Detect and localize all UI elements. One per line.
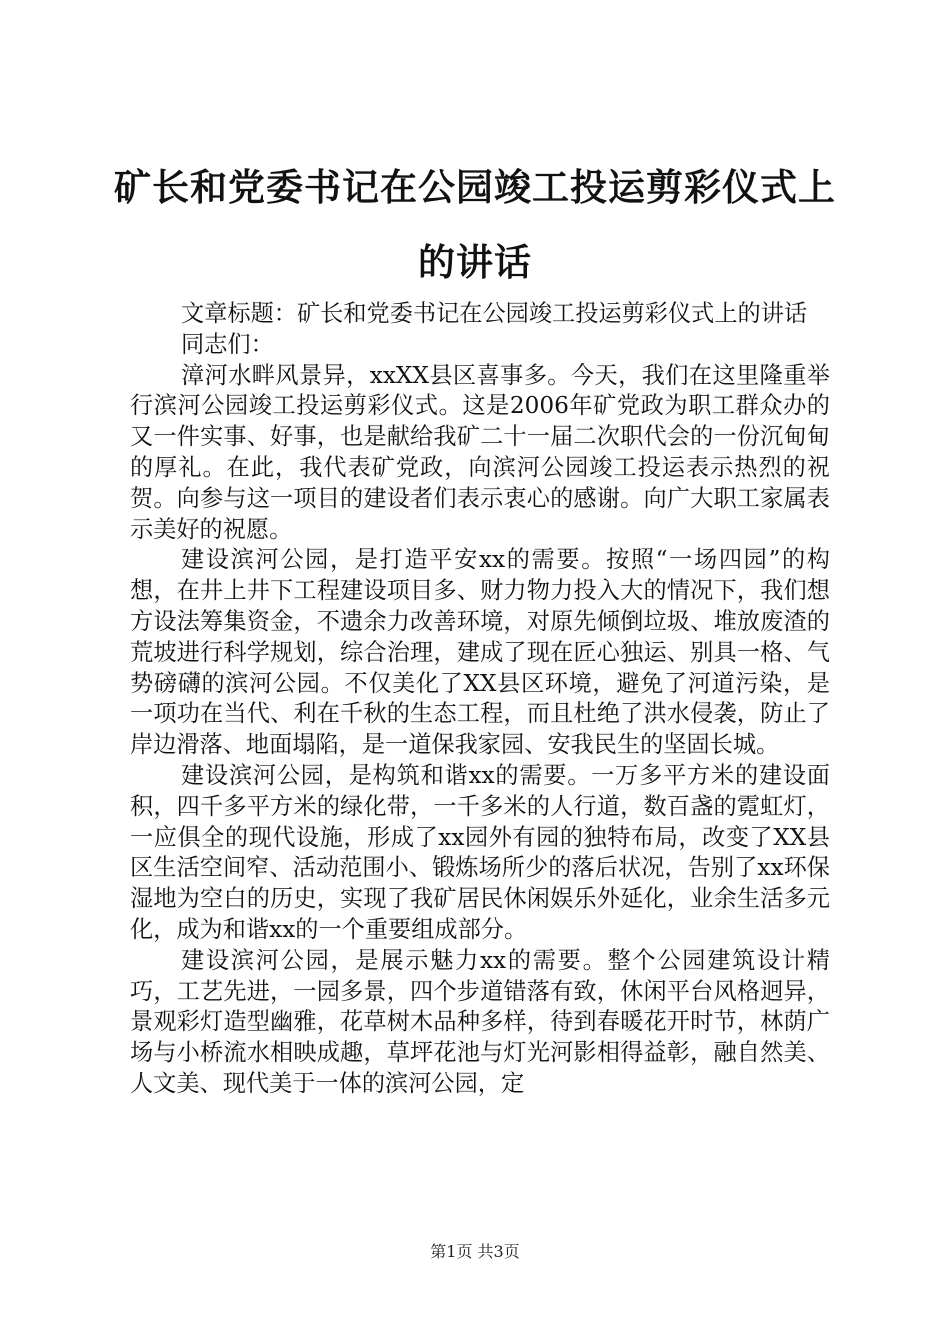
document-body — [130, 299, 830, 1100]
article-title-line: 文章标题：矿长和党委书记在公园竣工投运剪彩仪式上的讲话 — [181, 300, 808, 327]
body-paragraph: 漳河水畔风景异，xxXX县区喜事多。今天，我们在这里隆重举行滨河公园竣工投运剪彩仪式。这是2006年矿党政为职工群众办的又一件实事、好事，也是献给我矿二十一届二次职代会的一份沉甸甸的厚礼。在此，我代表矿党政，向滨河公园竣工投运表示热烈的祝贺。向参与这一项目的建设者们表示衷心的感谢。向广大职工家属表示美好的祝愿。 — [130, 361, 830, 543]
body-paragraph: 建设滨河公园，是展示魅力xx的需要。整个公园建筑设计精巧，工艺先进，一园多景，四个步道错落有致，休闲平台风格迥异，景观彩灯造型幽雅，花草树木品种多样，待到春暖花开时节，林荫广场与小桥流水相映成趣，草坪花池与灯光河影相得益彰，融自然美、人文美、现代美于一体的滨河公园，定 — [130, 946, 830, 1097]
body-paragraph: 建设滨河公园，是构筑和谐xx的需要。一万多平方米的建设面积，四千多平方米的绿化带，一千多米的人行道，数百盏的霓虹灯，一应俱全的现代设施，形成了xx园外有园的独特布局，改变了XX县区生活空间窄、活动范围小、锻炼场所少的落后状况，告别了xx环保湿地为空白的历史，实现了我矿居民休闲娱乐外延化，业余生活多元化，成为和谐xx的一个重要组成部分。 — [130, 761, 830, 943]
document-title: 矿长和党委书记在公园竣工投运剪彩仪式上的讲话 — [114, 165, 836, 284]
body-paragraph: 建设滨河公园，是打造平安xx的需要。按照“一场四园”的构想，在井上井下工程建设项目多、财力物力投入大的情况下，我们想方设法筹集资金，不遗余力改善环境，对原先倾倒垃圾、堆放废渣的荒坡进行科学规划，综合治理，建成了现在匠心独运、别具一格、气势磅礴的滨河公园。不仅美化了XX县区环境，避免了河道污染，是一项功在当代、利在千秋的生态工程，而且杜绝了洪水侵袭，防止了岸边滑落、地面塌陷，是一道保我家园、安我民生的坚固长城。 — [130, 546, 830, 759]
page-footer: 第1页 共3页 — [430, 1242, 520, 1261]
salutation: 同志们： — [181, 330, 274, 358]
